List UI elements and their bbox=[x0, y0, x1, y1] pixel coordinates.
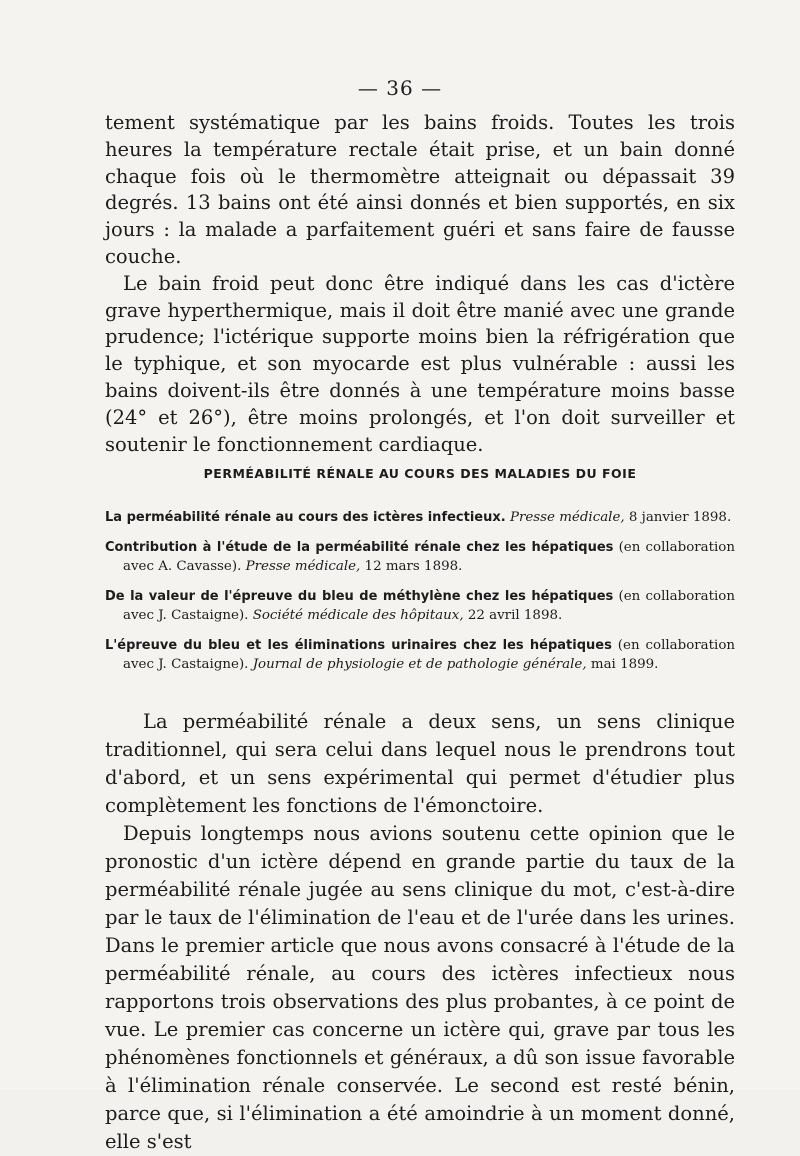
reference-date: 8 janvier 1898. bbox=[624, 510, 732, 525]
reference-title: Contribution à l'étude de la perméabilité rénale chez les hépatiques bbox=[105, 540, 614, 555]
reference-item bbox=[105, 538, 735, 576]
reference-title: De la valeur de l'épreuve du bleu de méthylène chez les hépatiques bbox=[105, 589, 614, 604]
page-number: — 36 — bbox=[357, 76, 443, 100]
reference-date: 22 avril 1898. bbox=[463, 608, 563, 623]
reference-journal: Presse médicale, bbox=[245, 559, 361, 574]
paragraph-cold-bath: Le bain froid peut donc être indiqué dans les cas d'ictère grave hyperthermique, mais il doit être manié avec une grande prudence; l'ictérique supporte moins bien la réfrigération que le typhique, et son myocarde est plus vulnérable : aussi les bains doivent-ils être donnés à une température moins basse (24° et 26°), être moins prolongés, et l'on doit surveiller et soutenir le fonctionnement cardiaque. bbox=[105, 271, 735, 456]
top-text-block bbox=[105, 110, 735, 458]
reference-collaboration: (en collaboration avec J. Castaigne). bbox=[123, 638, 736, 672]
reference-date: 12 mars 1898. bbox=[360, 559, 463, 574]
reference-collaboration: (en collaboration avec A. Cavasse). bbox=[123, 540, 735, 574]
reference-item bbox=[105, 587, 735, 625]
reference-item bbox=[105, 636, 735, 674]
reference-collaboration: (en collaboration avec J. Castaigne). bbox=[123, 589, 735, 623]
paragraph-continued: tement systématique par les bains froids. Toutes les trois heures la température rectale était prise, et un bain donné chaque fois où le thermomètre atteignait ou dépassait 39 degrés. 13 bains ont été ainsi donnés et bien supportés, en six jours : la malade a parfaitement guéri et sans faire de fausse couche. bbox=[105, 111, 735, 268]
reference-journal: Journal de physiologie et de pathologie générale, bbox=[252, 657, 587, 672]
reference-journal: Société médicale des hôpitaux, bbox=[252, 608, 464, 623]
reference-item bbox=[105, 508, 735, 527]
bottom-text-block bbox=[105, 708, 735, 1156]
reference-title: La perméabilité rénale au cours des ictères infectieux. bbox=[105, 510, 506, 525]
reference-date: mai 1899. bbox=[586, 657, 659, 672]
reference-journal: Presse médicale, bbox=[509, 510, 625, 525]
reference-title: L'épreuve du bleu et les éliminations urinaires chez les hépatiques bbox=[105, 638, 612, 653]
section-heading: PERMÉABILITÉ RÉNALE AU COURS DES MALADIES DU FOIE bbox=[203, 466, 637, 481]
paragraph-prognosis: Depuis longtemps nous avions soutenu cette opinion que le pronostic d'un ictère dépend en grande partie du taux de la perméabilité rénale jugée au sens clinique du mot, c'est-à-dire par le taux de l'élimination de l'eau et de l'urée dans les urines. Dans le premier article que nous avons consacré à l'étude de la perméabilité rénale, au cours des ictères infectieux nous rapportons trois observations des plus probantes, à ce point de vue. Le premier cas concerne un ictère qui, grave par tous les phénomènes fonctionnels et généraux, a dû son issue favorable à l'élimination rénale conservée. Le second est resté bénin, parce que, si l'élimination a été amoindrie à un moment donné, elle s'est bbox=[105, 822, 735, 1153]
bibliography-list bbox=[105, 508, 735, 685]
paragraph-two-senses: La perméabilité rénale a deux sens, un sens clinique traditionnel, qui sera celui dans lequel nous le prendrons tout d'abord, et un sens expérimental qui permet d'étudier plus complètement les fonctions de l'émonctoire. bbox=[105, 710, 735, 817]
